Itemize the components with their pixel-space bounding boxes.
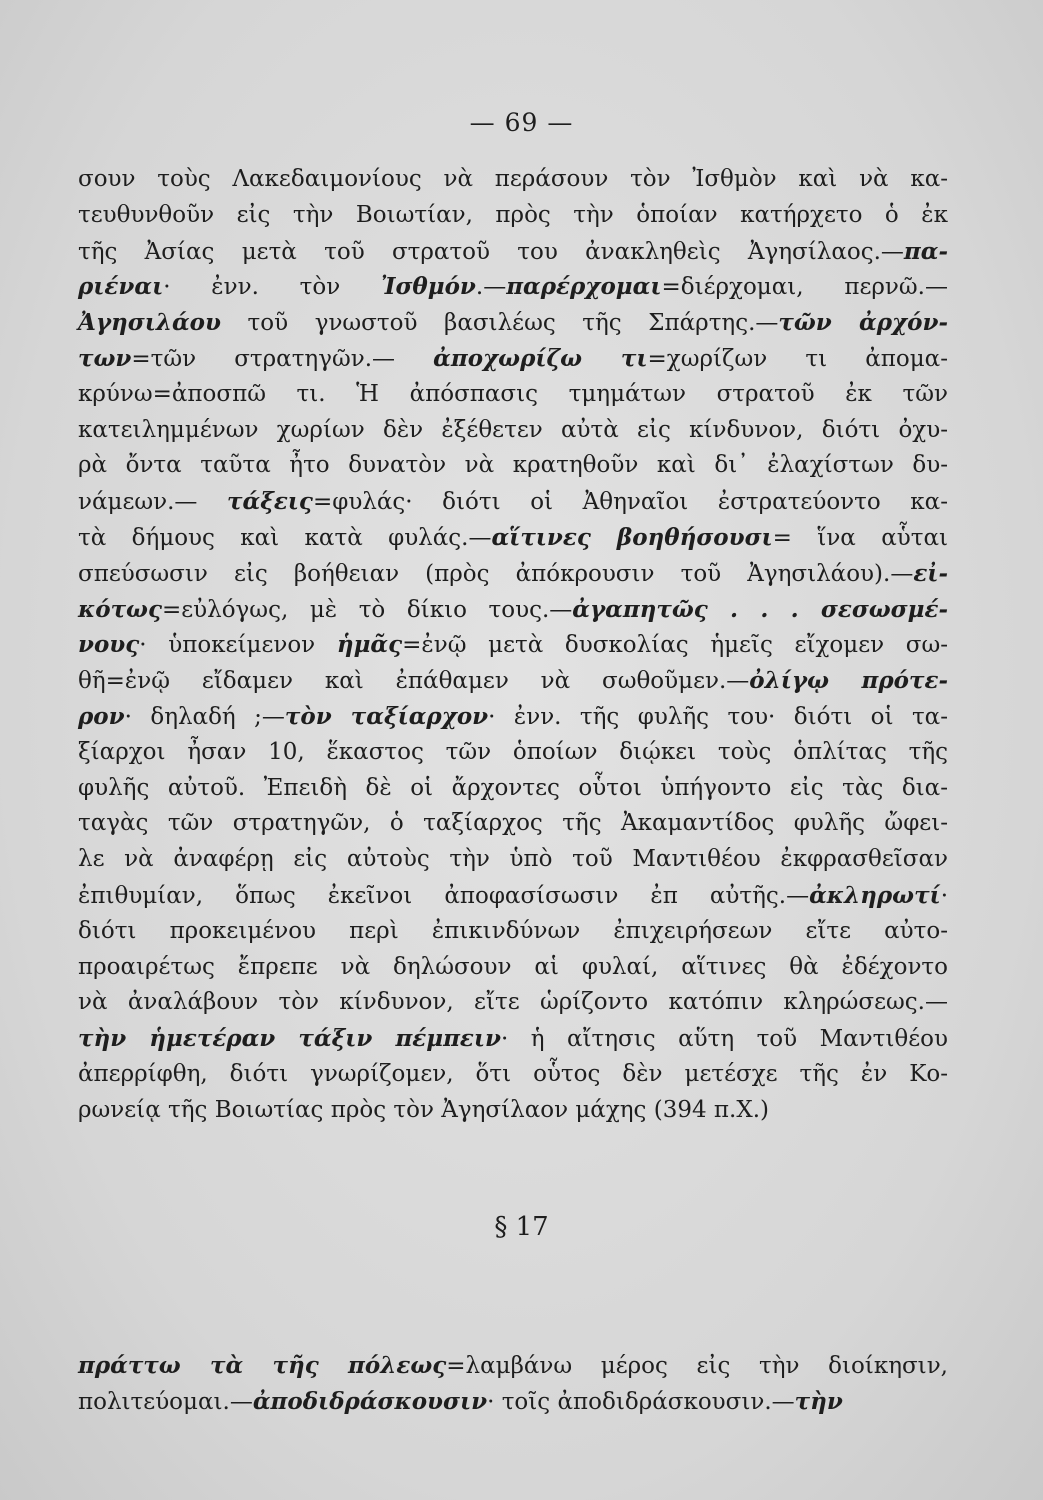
text-line: ρὰ ὄντα ταῦτα ἦτο δυνατὸν νὰ κρατηθοῦν καὶ δι᾿ ἐλαχίστων δυ- bbox=[78, 452, 948, 479]
text-line: προαιρέτως ἔπρεπε νὰ δηλώσουν αἱ φυλαί, αἵτινες θὰ ἐδέχοντο bbox=[78, 953, 948, 980]
text-line: τῆς Ἀσίας μετὰ τοῦ στρατοῦ του ἀνακληθεὶς Ἀγησίλαος.—πα- bbox=[78, 237, 948, 265]
section-heading: § 17 bbox=[494, 1212, 549, 1242]
text-line: διότι προκειμένου περὶ ἐπικινδύνων ἐπιχειρήσεων εἴτε αὐτο- bbox=[78, 917, 948, 944]
text-line: ρωνείᾳ τῆς Βοιωτίας πρὸς τὸν Ἀγησίλαον μάχης (394 π.Χ.) bbox=[78, 1096, 770, 1123]
text-line: νους· ὑποκείμενον ἡμᾶς=ἐνῷ μετὰ δυσκολίας ἡμεῖς εἴχομεν σω- bbox=[78, 631, 948, 659]
text-line: φυλῆς αὐτοῦ. Ἐπειδὴ δὲ οἱ ἄρχοντες οὗτοι ὑπήγοντο εἰς τὰς δια- bbox=[78, 774, 948, 801]
text-line: λε νὰ ἀναφέρῃ εἰς αὐτοὺς τὴν ὑπὸ τοῦ Μαντιθέου ἐκφρασθεῖσαν bbox=[78, 846, 948, 873]
text-line: θῆ=ἐνῷ εἴδαμεν καὶ ἐπάθαμεν νὰ σωθοῦμεν.—ὀλίγῳ πρότε- bbox=[78, 667, 948, 695]
text-line: ριέναι· ἐνν. τὸν Ἰσθμόν.—παρέρχομαι=διέρχομαι, περνῶ.— bbox=[78, 273, 948, 301]
section-text-line: πράττω τὰ τῆς πόλεως=λαμβάνω μέρος εἰς τὴν διοίκησιν, bbox=[78, 1352, 948, 1379]
text-line: κατειλημμένων χωρίων δὲν ἐξέθετεν αὐτὰ εἰς κίνδυνον, διότι ὀχυ- bbox=[78, 416, 948, 443]
page-number: — 69 — bbox=[469, 108, 574, 137]
text-line: τευθυνθοῦν εἰς τὴν Βοιωτίαν, πρὸς τὴν ὁποίαν κατήρχετο ὁ ἐκ bbox=[78, 201, 948, 228]
text-line: κρύνω=ἀποσπῶ τι. Ἡ ἀπόσπασις τμημάτων στρατοῦ ἐκ τῶν bbox=[78, 380, 948, 407]
section-text-line: πολιτεύομαι.—ἀποδιδράσκουσιν· τοῖς ἀποδιδράσκουσιν.—τὴν bbox=[78, 1387, 843, 1415]
commentary-text bbox=[78, 162, 948, 1129]
text-line: ἐπιθυμίαν, ὅπως ἐκεῖνοι ἀποφασίσωσιν ἐπ αὐτῆς.—ἀκληρωτί· bbox=[78, 881, 948, 909]
text-line: τὰ δήμους καὶ κατὰ φυλάς.—αἵτινες βοηθήσουσι= ἵνα αὗται bbox=[78, 523, 948, 551]
text-line: ρον· δηλαδή ;—τὸν ταξίαρχον· ἐνν. τῆς φυλῆς του· διότι οἱ τα- bbox=[78, 702, 948, 730]
text-line: ἀπερρίφθη, διότι γνωρίζομεν, ὅτι οὗτος δὲν μετέσχε τῆς ἐν Κο- bbox=[78, 1060, 948, 1087]
section-commentary-text bbox=[78, 1348, 948, 1420]
text-line: των=τῶν στρατηγῶν.— ἀποχωρίζω τι=χωρίζων τι ἀπομα- bbox=[78, 344, 948, 372]
text-line: κότως=εὐλόγως, μὲ τὸ δίκιο τους.—ἀγαπητῶς . . . σεσωσμέ- bbox=[78, 595, 948, 623]
text-line: ταγὰς τῶν στρατηγῶν, ὁ ταξίαρχος τῆς Ἀκαμαντίδος φυλῆς ὤφει- bbox=[78, 810, 948, 837]
text-line: ξίαρχοι ἦσαν 10, ἕκαστος τῶν ὁποίων διῴκει τοὺς ὁπλίτας τῆς bbox=[78, 738, 948, 765]
text-line: σουν τοὺς Λακεδαιμονίους νὰ περάσουν τὸν Ἰσθμὸν καὶ νὰ κα- bbox=[78, 166, 948, 192]
text-line: νάμεων.— τάξεις=φυλάς· διότι οἱ Ἀθηναῖοι ἐστρατεύοντο κα- bbox=[78, 488, 948, 516]
text-line: Ἀγησιλάου τοῦ γνωστοῦ βασιλέως τῆς Σπάρτης.—τῶν ἀρχόν- bbox=[78, 309, 948, 337]
text-line: νὰ ἀναλάβουν τὸν κίνδυνον, εἴτε ὡρίζοντο κατόπιν κληρώσεως.— bbox=[78, 989, 948, 1016]
text-line: τὴν ἡμετέραν τάξιν πέμπειν· ἡ αἴτησις αὕτη τοῦ Μαντιθέου bbox=[78, 1025, 948, 1053]
text-line: σπεύσωσιν εἰς βοήθειαν (πρὸς ἀπόκρουσιν τοῦ Ἀγησιλάου).—εἰ- bbox=[78, 559, 948, 587]
